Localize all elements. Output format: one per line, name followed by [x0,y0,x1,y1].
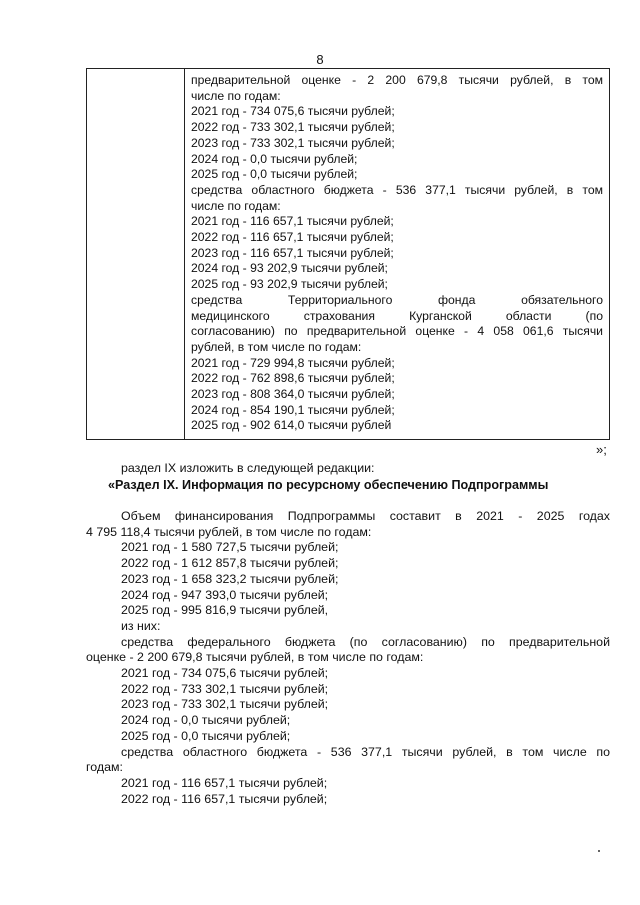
body-line: 2022 год - 733 302,1 тысячи рублей; [121,681,329,696]
body-line: 2021 год - 734 075,6 тысячи рублей; [121,666,329,681]
table-line: 2022 год - 733 302,1 тысячи рублей; [191,120,395,135]
table-line: медицинского страхования Курганской области (по [191,308,603,323]
body-line: средства федерального бюджета (по согласованию) по предварительной [121,634,610,649]
body-line: 2022 год - 1 612 857,8 тысячи рублей; [121,556,339,571]
table-line: 2021 год - 734 075,6 тысячи рублей; [191,104,395,119]
table-line: 2025 год - 902 614,0 тысячи рублей [191,418,392,433]
table-line: числе по годам: [191,198,281,213]
table-line: предварительной оценке - 2 200 679,8 тысячи рублей, в том [191,73,603,87]
body-line: 2024 год - 947 393,0 тысячи рублей; [121,587,329,602]
body-line: 2023 год - 733 302,1 тысячи рублей; [121,697,329,712]
table-line: 2025 год - 93 202,9 тысячи рублей; [191,277,388,292]
table-line: 2023 год - 808 364,0 тысячи рублей; [191,387,395,402]
body-line: 2021 год - 116 657,1 тысячи рублей; [121,775,328,790]
table-line: согласованию) по предварительной оценке - 4 058 061,6 тысячи [191,324,603,339]
table-line: 2025 год - 0,0 тысячи рублей; [191,167,358,182]
body-line: 2025 год - 0,0 тысячи рублей; [121,728,291,743]
body-line: оценке - 2 200 679,8 тысячи рублей, в том числе по годам: [86,650,424,665]
heading-line: «Раздел IX. Информация по ресурсному обеспечению Подпрограммы [108,478,549,492]
closing-quote: »; [596,442,607,457]
table-line: средства областного бюджета - 536 377,1 тысячи рублей, в том [191,182,603,197]
body-line: 2024 год - 0,0 тысячи рублей; [121,713,291,728]
section-intro [86,461,610,477]
body-line: средства областного бюджета - 536 377,1 тысячи рублей, в том числе по [121,744,610,759]
table-line: 2023 год - 733 302,1 тысячи рублей; [191,135,395,150]
table-line: 2022 год - 762 898,6 тысячи рублей; [191,371,395,386]
table-line: 2024 год - 93 202,9 тысячи рублей; [191,261,388,276]
body-line: 2025 год - 995 816,9 тысячи рублей, [121,603,329,618]
table-column-divider [184,69,185,439]
table-cell-funding [191,73,603,434]
table-line: 2021 год - 116 657,1 тысячи рублей; [191,214,394,229]
table-line: рублей, в том числе по годам: [191,339,362,354]
body-line: 2022 год - 116 657,1 тысячи рублей; [121,791,328,806]
table-line: 2023 год - 116 657,1 тысячи рублей; [191,245,394,260]
scan-speck [598,850,600,852]
body-line: Объем финансирования Подпрограммы составит в 2021 - 2025 годах [121,509,610,523]
body-line: годам: [86,760,123,775]
passport-table [86,68,610,440]
table-line: числе по годам: [191,88,281,103]
body-line: 4 795 118,4 тысячи рублей, в том числе по годам: [86,524,372,539]
table-line: 2024 год - 0,0 тысячи рублей; [191,151,358,166]
table-line: 2021 год - 729 994,8 тысячи рублей; [191,355,395,370]
section-heading [86,478,610,494]
body-line: 2023 год - 1 658 323,2 тысячи рублей; [121,571,339,586]
section-body [86,509,610,807]
body-line: 2021 год - 1 580 727,5 тысячи рублей; [121,540,339,555]
body-line: из них: [121,618,161,633]
intro-line: раздел IX изложить в следующей редакции: [121,461,375,475]
table-line: 2024 год - 854 190,1 тысячи рублей; [191,402,395,417]
table-line: 2022 год - 116 657,1 тысячи рублей; [191,230,394,245]
table-line: средства Территориального фонда обязательного [191,292,603,307]
page-number: 8 [316,52,324,67]
